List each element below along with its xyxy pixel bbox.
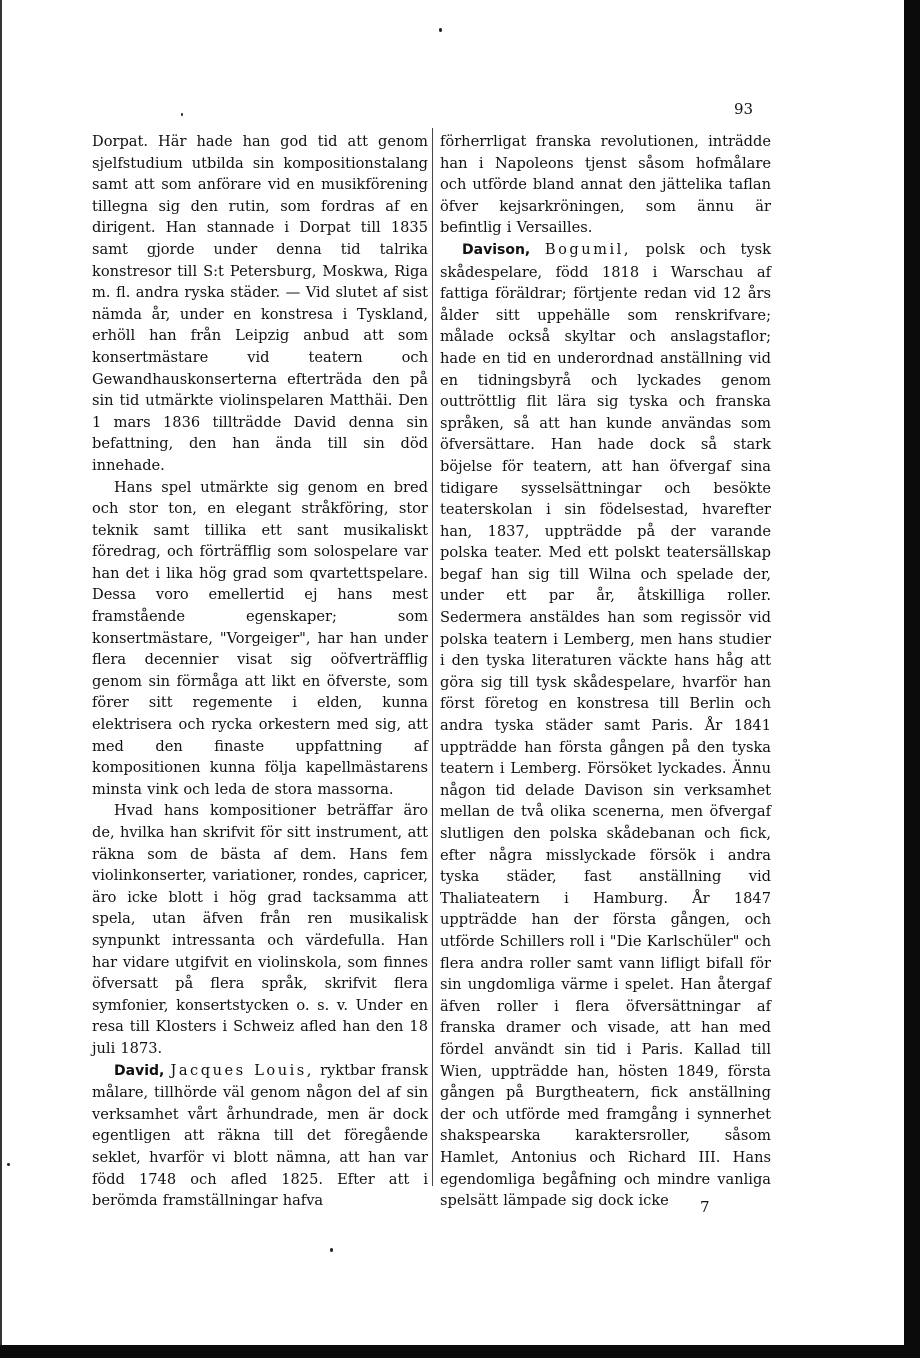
scan-bottom-edge [0, 1345, 920, 1358]
encyclopedia-entry-davison [440, 239, 771, 1212]
entry-given-name: Jacques Louis, [170, 1061, 314, 1079]
entry-headword: David, [114, 1062, 165, 1079]
signature-mark: 7 [700, 1198, 710, 1216]
scan-speck [181, 113, 183, 116]
left-column [92, 131, 428, 1212]
paragraph: förherrligat franska revolutionen, inträdde han i Napoleons tjenst såsom hofmålare och utförde bland annat den jättelika taflan öfver kejsarkröningen, som ännu är befintlig i Versailles. [440, 133, 771, 237]
column-divider [432, 128, 433, 1186]
entry-text: ryktbar fransk målare, tillhörde väl genom någon del af sin verksamhet vårt århundrade, men är dock egentligen att räkna till det föregående seklet, hvarför vi blott nämna, att han var född 1748 och afled 1825. Efter att i berömda framställningar hafva [92, 1061, 428, 1210]
paragraph: Hvad hans kompositioner beträffar äro de, hvilka han skrifvit för sitt instrument, att räkna som de bästa af dem. Hans fem violinkonserter, variationer, rondes, capricer, äro icke blott i hög grad tacksamma att spela, utan äfven från ren musikalisk synpunkt intressanta och värdefulla. Han har vidare utgifvit en violinskola, som finnes öfversatt på flera språk, skrifvit flera symfonier, konsertstycken o. s. v. Under en resa till Klosters i Schweiz afled han den 18 juli 1873. [92, 802, 428, 1057]
scan-right-edge [904, 0, 920, 1358]
right-column [440, 131, 771, 1212]
paragraph: Dorpat. Här hade han god tid att genom sjelfstudium utbilda sin kompositionstalang samt att som anförare vid en musikförening tillegna sig den rutin, som fordras af en dirigent. Han stannade i Dorpat till 1835 samt gjorde under denna tid talrika konstresor till S:t Petersburg, Moskwa, Riga m. fl. andra ryska städer. — Vid slutet af sist nämda år, under en konstresa i Tyskland, erhöll han från Leipzig anbud att som konsertmästare vid teatern och Gewandhauskonserterna efterträda den på sin tid utmärkte violinspelaren Matthäi. Den 1 mars 1836 tillträdde David denna sin befattning, den han ända till sin död innehade. [92, 133, 428, 474]
paragraph: Hans spel utmärkte sig genom en bred och stor ton, en elegant stråkföring, stor teknik samt tillika ett sant musikaliskt föredrag, och förträfflig som solospelare var han det i lika hög grad som qvartettspelare. Dessa voro emellertid ej hans mest framstående egenskaper; som konsertmästare, "Vorgeiger", har han under flera decennier visat sig oöfverträfflig genom sin förmåga att likt en öfverste, som förer sitt regemente i elden, kunna elektrisera och rycka orkestern med sig, att med den finaste uppfattning af kompositionen kunna följa kapellmästarens minsta vink och leda de stora massorna. [92, 478, 428, 798]
scan-speck [7, 1163, 10, 1166]
scan-left-edge [0, 0, 2, 1358]
page-number: 93 [734, 100, 754, 118]
scan-speck [330, 1248, 333, 1252]
entry-text: polsk och tysk skådespelare, född 1818 i Warschau af fattiga föräldrar; förtjente redan vid 12 års ålder sitt uppehälle som renskrifvare; målade också skyltar och anslagstaflor; hade en tid en underordnad anställning vid en tidningsbyrå och lyckades genom outtröttlig flit lära sig tyska och franska språken, så att han kunde användas som öfversättare. Han hade dock så stark böjelse för teatern, att han öfvergaf sina tidigare sysselsättningar och besökte teaterskolan i sin födelsestad, hvarefter han, 1837, uppträdde på der varande polska teater. Med ett polskt teatersällskap begaf han sig till Wilna och spelade der, under ett par år, åtskilliga roller. Sedermera anstäldes han som regissör vid polska teatern i Lemberg, men hans studier i den tyska literaturen väckte hans håg att göra sig till tysk skådespelare, hvarför han först företog en konstresa till Berlin och andra tyska städer samt Paris. År 1841 uppträdde han första gången på den tyska teatern i Lemberg. Försöket lyckades. Ännu någon tid delade Davison sin verksamhet mellan de två olika scenerna, men öfvergaf slutligen den polska skådebanan och fick, efter några misslyckade försök i andra tyska städer, fast anställning vid Thaliateatern i Hamburg. År 1847 uppträdde han der första gången, och utförde Schillers roll i "Die Karlschüler" och flera andra roller samt vann lifligt bifall för sin ungdomliga värme i spelet. Han återgaf äfven roller i flera öfversättningar af franska dramer och visade, att han med fördel användt sin tid i Paris. Kallad till Wien, uppträdde han, hösten 1849, första gången på Burgtheatern, fick anställning der och utförde med framgång i synnerhet shakspearska karaktersroller, såsom Hamlet, Antonius och Richard III. Hans egendomliga begåfning och mindre vanliga spelsätt lämpade sig dock icke [440, 240, 771, 1210]
scan-speck [439, 28, 442, 32]
entry-given-name: Bogumil, [544, 240, 631, 258]
encyclopedia-entry-david [92, 1060, 428, 1212]
entry-headword: Davison, [462, 241, 531, 258]
